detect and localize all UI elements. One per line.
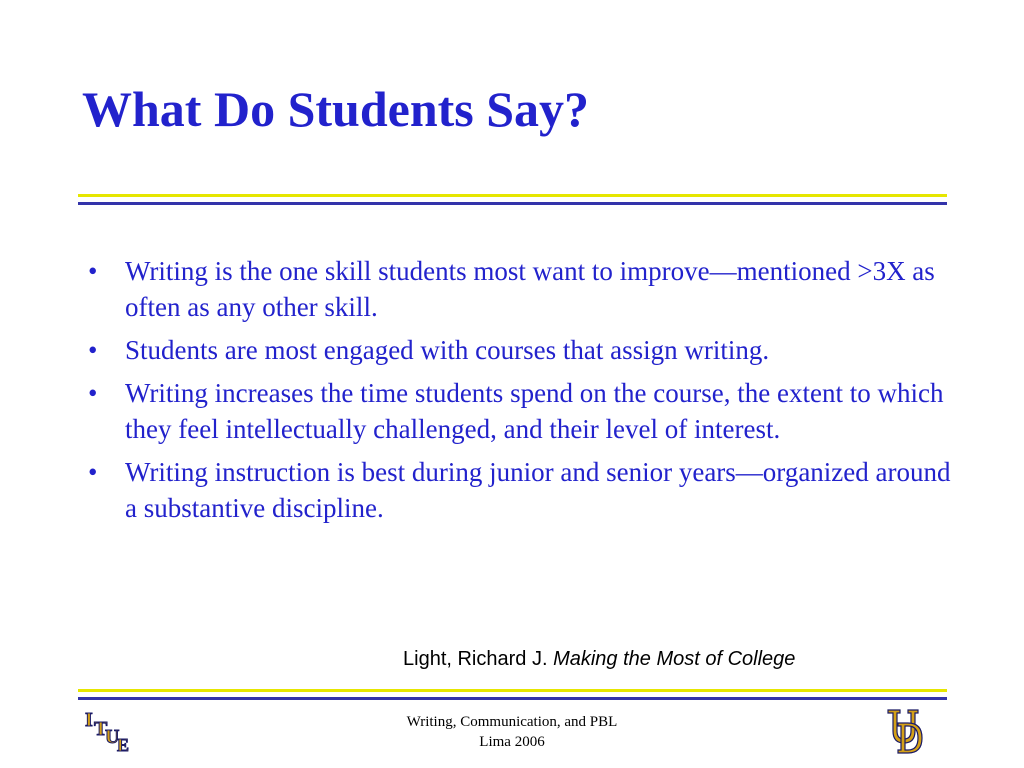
bullet-list [88, 253, 968, 533]
citation [403, 648, 795, 671]
svg-text:E: E [117, 735, 130, 752]
bullet-text: Writing increases the time students spend on the course, the extent to which they feel intellectually challenged, and their level of interest. [125, 378, 944, 444]
bullet-marker: • [88, 335, 98, 365]
svg-text:I: I [85, 709, 93, 731]
bullet-marker: • [88, 457, 98, 487]
bullet-item [88, 375, 968, 447]
footer-rule-blue [78, 697, 947, 700]
svg-text:U: U [105, 726, 120, 748]
footer-line-1: Writing, Communication, and PBL [406, 714, 618, 730]
bullet-item [88, 454, 968, 526]
bullet-text: Writing instruction is best during junior and senior years—organized around a substantive discipline. [125, 457, 951, 523]
citation-work: Making the Most of College [553, 648, 796, 670]
title-rule-blue [78, 202, 947, 205]
slide-title: What Do Students Say? [82, 81, 590, 137]
bullet-text: Writing is the one skill students most want to improve—mentioned >3X as often as any other skill. [125, 256, 935, 322]
footer-line-2: Lima 2006 [479, 734, 545, 750]
svg-text:T: T [94, 718, 108, 740]
bullet-item [88, 332, 968, 368]
title-rule-yellow [78, 194, 947, 197]
bullet-marker: • [88, 378, 98, 408]
footer-rule-yellow [78, 689, 947, 692]
bullet-item [88, 253, 968, 325]
bullet-text: Students are most engaged with courses that assign writing. [125, 335, 770, 365]
bullet-marker: • [88, 256, 98, 286]
citation-author: Light, Richard J. [403, 648, 548, 670]
footer-text [0, 712, 1024, 752]
